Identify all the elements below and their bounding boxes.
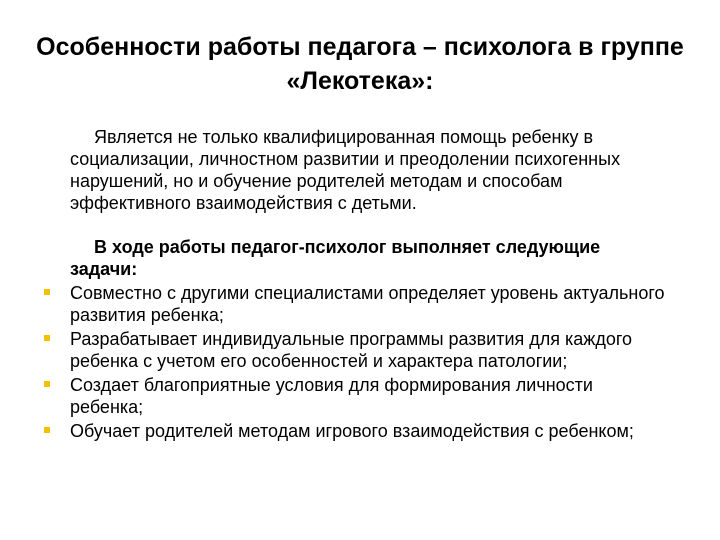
square-bullet-icon (44, 289, 50, 295)
intro-paragraph: Является не только квалифицированная помощь ребенку в социализации, личностном развитии и преодолении психогенных нарушений, но и обучение родителей методам и способам эффективного взаимодействия с детьми. (70, 127, 621, 213)
slide-body (70, 126, 670, 444)
list-item (70, 282, 670, 326)
square-bullet-icon (44, 427, 50, 433)
list-item-text: Обучает родителей методам игрового взаимодействия с ребенком; (70, 421, 634, 441)
slide-title: Особенности работы педагога – психолога в группе «Лекотека»: (36, 33, 684, 95)
list-item (70, 374, 670, 418)
square-bullet-icon (44, 381, 50, 387)
list-item-text: Разрабатывает индивидуальные программы развития для каждого ребенка с учетом его особенностей и характера патологии; (70, 329, 633, 371)
list-item (70, 328, 670, 372)
list-item-text: Создает благоприятные условия для формирования личности ребенка; (70, 375, 593, 417)
tasks-heading: В ходе работы педагог-психолог выполняет следующие задачи: (70, 237, 601, 279)
square-bullet-icon (44, 335, 50, 341)
tasks-list (70, 282, 670, 442)
list-item-text: Совместно с другими специалистами определяет уровень актуального развития ребенка; (70, 283, 665, 325)
list-item (70, 420, 670, 442)
